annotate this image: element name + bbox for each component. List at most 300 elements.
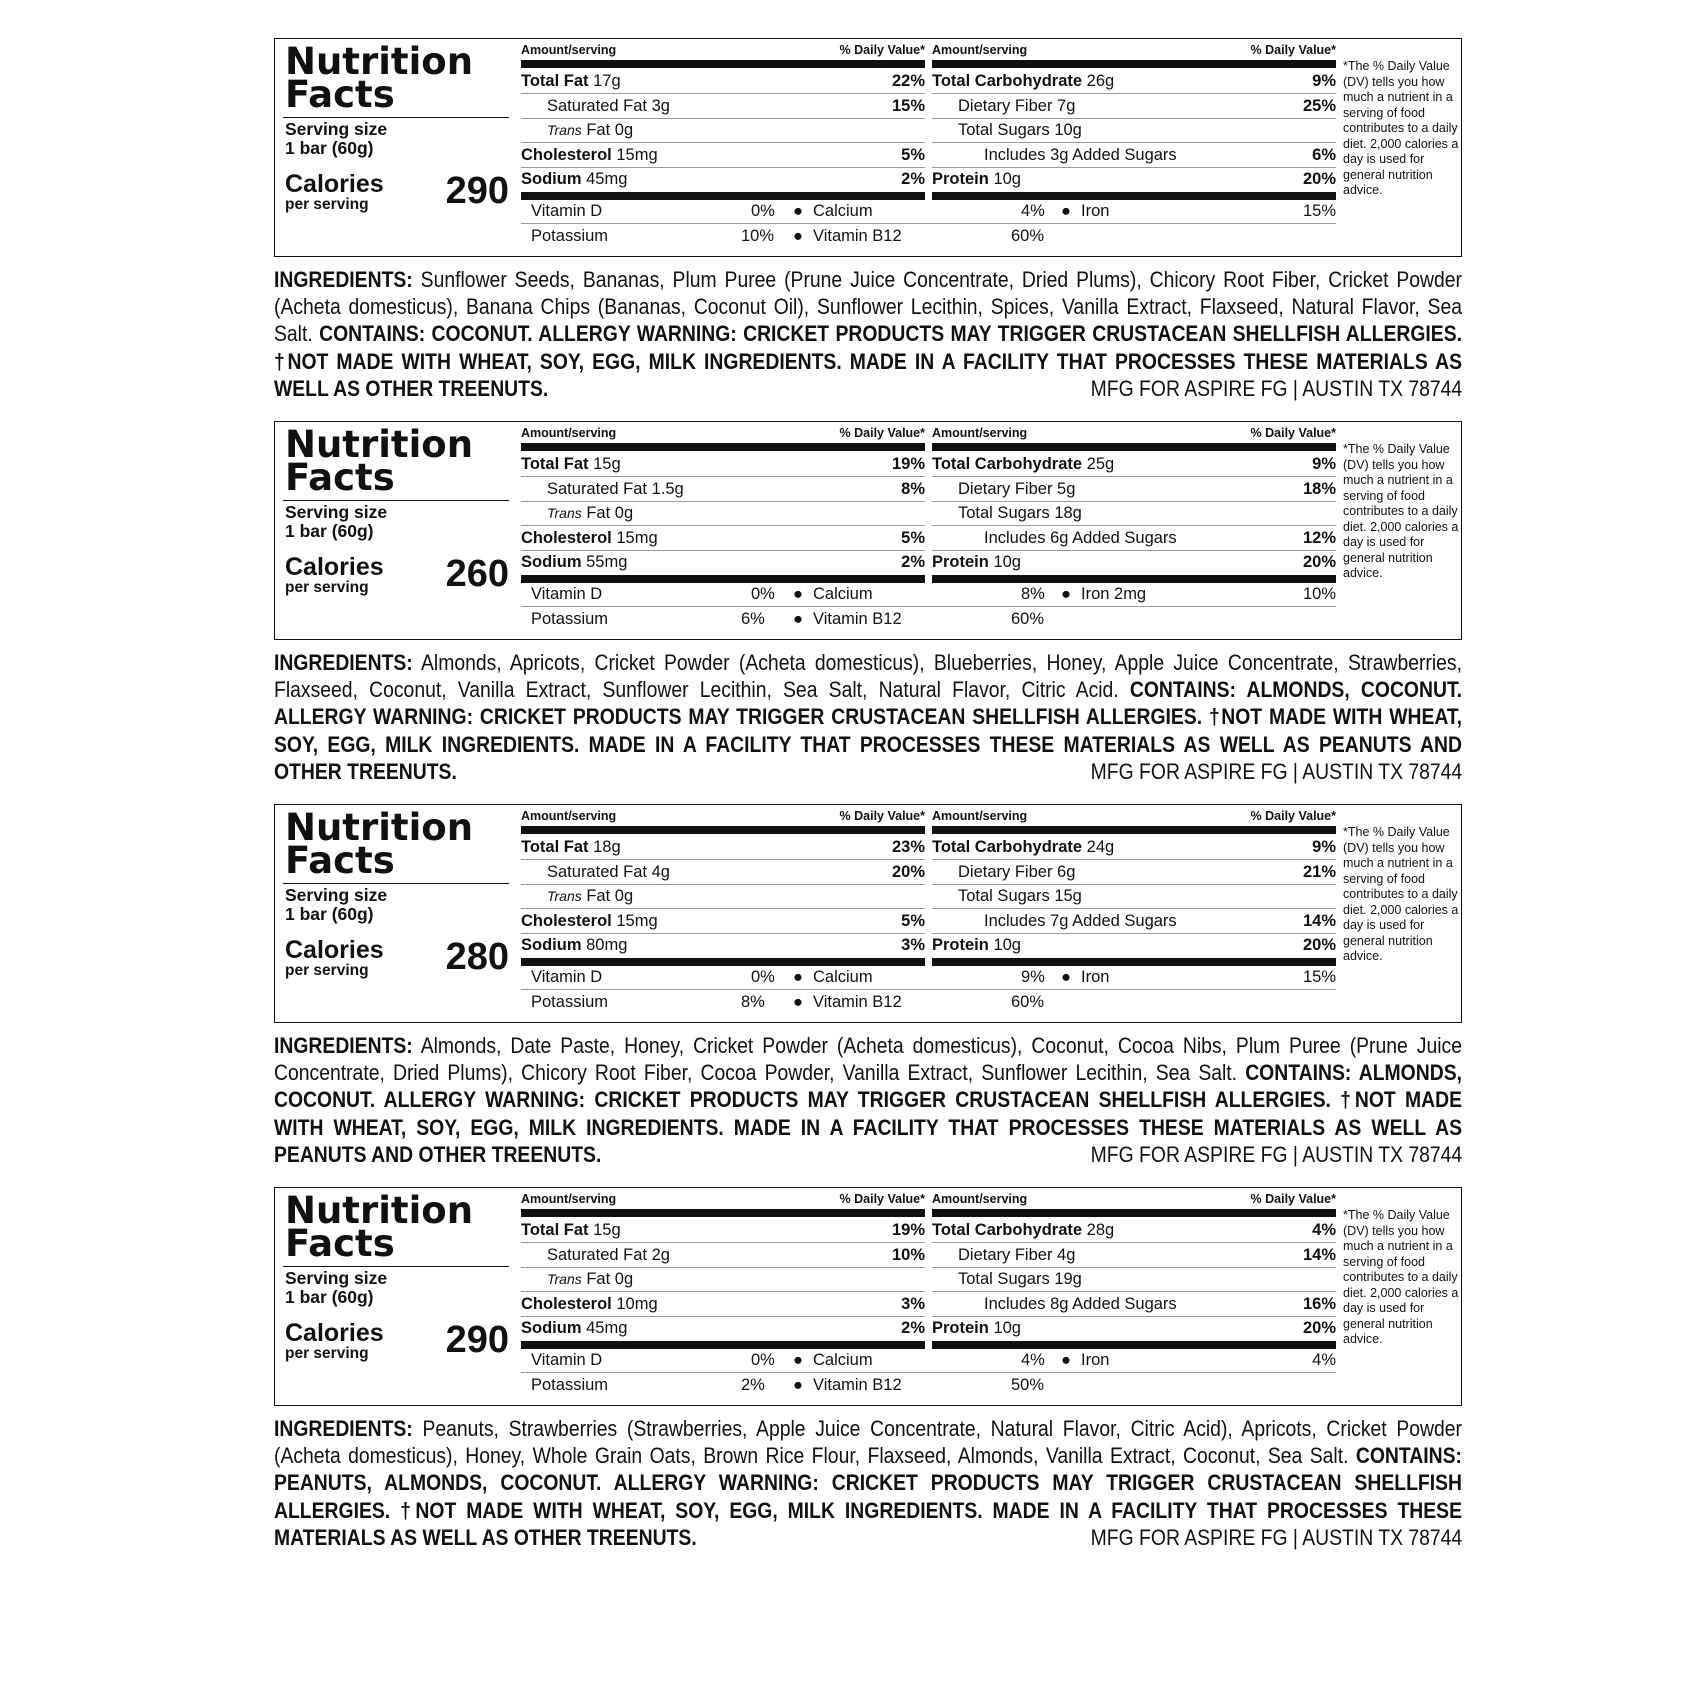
serving-size-value: 1 bar (60g) xyxy=(285,138,374,158)
nutrient-row xyxy=(932,143,1336,168)
nutrient-amount: 4g xyxy=(651,862,670,881)
nutrient-percent: 19% xyxy=(891,455,925,473)
nutrient-row xyxy=(521,452,925,477)
nutrient-percent: 23% xyxy=(891,838,925,856)
bullet-icon: ● xyxy=(793,202,803,220)
nutrient-name: Sodium xyxy=(521,936,582,955)
nutrient-label xyxy=(932,838,1114,857)
nutrient-name: Protein xyxy=(932,553,989,572)
nutrient-label xyxy=(547,1246,670,1265)
daily-value-header: % Daily Value* xyxy=(1250,426,1336,440)
column-header xyxy=(521,43,925,57)
nutrient-amount: 15g xyxy=(1054,887,1082,906)
nutrient-row xyxy=(932,1292,1336,1317)
nutrient-name: Includes xyxy=(984,145,1046,164)
nutrient-name: Total Carbohydrate xyxy=(932,72,1083,90)
serving-size-value: 1 bar (60g) xyxy=(285,521,374,541)
vitamin-b12-label: Vitamin B12 xyxy=(813,1376,902,1394)
nutrient-amount: 15mg xyxy=(616,911,658,930)
nutrient-amount: 18g xyxy=(593,838,621,856)
nutrient-percent: 16% xyxy=(1302,1294,1336,1313)
daily-value-header: % Daily Value* xyxy=(839,809,925,823)
vitamin-b12-label: Vitamin B12 xyxy=(813,610,902,628)
nutrient-amount: Fat 0g xyxy=(586,887,634,906)
nutrient-label xyxy=(958,1270,1082,1289)
nutrient-name: Protein xyxy=(932,936,989,955)
nutrient-percent: 2% xyxy=(901,1319,925,1338)
nutrient-name: Trans xyxy=(547,122,582,139)
nutrient-label xyxy=(958,480,1075,499)
nutrient-percent: 5% xyxy=(901,528,925,547)
ingredients-list: Sunflower Seeds, Bananas, Plum Puree (Prune Juice Concentrate, Dried Plums), Chicory Root Fiber, Cricket Powder (Acheta domesticus), Banana Chips (Bananas, Coconut Oil), Sunflower Lecithin, Spices, Vanilla Extract, Flaxseed, Natural Flavor, Sea Salt. xyxy=(274,267,1462,347)
nutrient-amount: 5g xyxy=(1057,479,1076,498)
per-serving-label: per serving xyxy=(285,579,369,596)
nutrient-amount: 6g xyxy=(1057,862,1076,881)
nutrient-label xyxy=(958,504,1082,523)
vitamins-section xyxy=(521,1348,1336,1404)
nutrient-amount: 15mg xyxy=(616,528,658,547)
vitamin-row xyxy=(521,199,1336,224)
ingredients-heading: INGREDIENTS: xyxy=(274,267,413,292)
nutrient-amount: Fat 0g xyxy=(586,504,634,523)
nutrient-label xyxy=(547,504,633,523)
nutrient-percent: 20% xyxy=(891,862,925,881)
ingredients-heading: INGREDIENTS: xyxy=(274,1416,413,1441)
nutrient-row xyxy=(521,69,925,94)
header-rule xyxy=(932,1209,1336,1217)
nutrient-name: Cholesterol xyxy=(521,145,612,164)
nutrition-facts-header xyxy=(283,1189,509,1402)
nutrient-label xyxy=(932,553,1021,572)
nutrient-name: Sodium xyxy=(521,1319,582,1338)
nutrient-row xyxy=(932,452,1336,477)
nutrient-amount: 10g xyxy=(993,553,1021,572)
nutrient-label xyxy=(932,1221,1114,1240)
nutrient-name: Protein xyxy=(932,170,989,189)
nutrient-percent: 22% xyxy=(891,72,925,90)
nutrient-amount: 28g xyxy=(1086,1221,1115,1239)
nutrient-row xyxy=(521,1218,925,1243)
column-header xyxy=(932,1192,1336,1206)
nutrient-name: Sodium xyxy=(521,170,582,189)
nutrient-row xyxy=(521,933,925,957)
header-rule xyxy=(521,443,925,451)
potassium-label: Potassium xyxy=(531,1376,609,1394)
nutrient-name: Includes xyxy=(984,528,1046,547)
nutrient-name: Total Fat xyxy=(521,1221,589,1239)
nutrient-row xyxy=(932,526,1336,551)
nutrient-amount: 15mg xyxy=(616,145,658,164)
nutrient-percent: 15% xyxy=(891,96,925,115)
nutrition-label xyxy=(274,804,1462,1174)
nutrient-label xyxy=(958,887,1082,906)
nutrient-label xyxy=(521,455,621,474)
calories-value: 290 xyxy=(445,1319,509,1361)
nutrient-label xyxy=(932,170,1021,189)
nutrient-row xyxy=(932,1218,1336,1243)
nutrient-name: Sodium xyxy=(521,553,582,572)
nutrient-name: Total Sugars xyxy=(958,1270,1050,1289)
bullet-icon: ● xyxy=(793,585,803,603)
potassium-percent: 6% xyxy=(741,610,765,628)
bullet-icon: ● xyxy=(793,610,803,628)
nutrient-label xyxy=(932,455,1114,474)
nutrient-name: Saturated Fat xyxy=(547,862,647,881)
bullet-icon: ● xyxy=(793,1351,803,1369)
title-rule xyxy=(283,1266,509,1267)
calories-label: Calories xyxy=(285,170,384,198)
nutrient-percent: 20% xyxy=(1302,553,1336,572)
allergen-statement: CONTAINS: PEANUTS, ALMONDS, COCONUT. ALLERGY WARNING: CRICKET PRODUCTS MAY TRIGGER CRUSTACEAN SHELLFISH ALLERGIES. †NOT MADE WITH WHEAT, SOY, EGG, MILK INGREDIENTS. MADE IN A FACILITY THAT PROCESSES THESE MATERIALS AS WELL AS OTHER TREENUTS. xyxy=(274,1443,1462,1550)
per-serving-label: per serving xyxy=(285,1345,369,1362)
nutrient-amount: 45mg xyxy=(586,170,628,189)
nutrient-amount: 15g xyxy=(593,455,621,473)
nutrient-percent: 19% xyxy=(891,1221,925,1239)
nutrient-percent: 25% xyxy=(1302,96,1336,115)
daily-value-header: % Daily Value* xyxy=(839,1192,925,1206)
amount-serving-header: Amount/serving xyxy=(932,426,1028,440)
header-rule xyxy=(521,826,925,834)
nutrient-label xyxy=(958,863,1075,882)
calcium-label: Calcium xyxy=(813,585,873,603)
bullet-icon: ● xyxy=(793,968,803,986)
nutrient-percent: 9% xyxy=(1312,72,1336,90)
manufacturer-line: MFG FOR ASPIRE FG | AUSTIN TX 78744 xyxy=(1090,759,1462,784)
nutrition-facts-title: Nutrition Facts xyxy=(285,40,474,116)
nutrient-amount: 3g Added Sugars xyxy=(1050,145,1177,164)
allergen-statement: CONTAINS: COCONUT. ALLERGY WARNING: CRICKET PRODUCTS MAY TRIGGER CRUSTACEAN SHELLFISH ALLERGIES. †NOT MADE WITH WHEAT, SOY, EGG, MILK INGREDIENTS. MADE IN A FACILITY THAT PROCESSES THESE MATERIALS AS WELL AS OTHER TREENUTS. xyxy=(274,321,1462,401)
allergen-statement: CONTAINS: ALMONDS, COCONUT. ALLERGY WARNING: CRICKET PRODUCTS MAY TRIGGER CRUSTACEAN SHELLFISH ALLERGIES. †NOT MADE WITH WHEAT, SOY, EGG, MILK INGREDIENTS. MADE IN A FACILITY THAT PROCESSES THESE MATERIALS AS WELL AS PEANUTS AND OTHER TREENUTS. xyxy=(274,1060,1462,1167)
manufacturer-line: MFG FOR ASPIRE FG | AUSTIN TX 78744 xyxy=(1090,1525,1462,1550)
serving-size-value: 1 bar (60g) xyxy=(285,1287,374,1307)
nutrient-percent: 4% xyxy=(1312,1221,1336,1239)
vitamins-section xyxy=(521,965,1336,1021)
header-rule xyxy=(932,443,1336,451)
nutrient-row xyxy=(521,550,925,574)
nutrient-percent: 21% xyxy=(1302,862,1336,881)
nutrient-row xyxy=(932,1267,1336,1292)
calcium-label: Calcium xyxy=(813,1351,873,1369)
nutrient-label xyxy=(547,480,684,499)
nutrient-name: Total Fat xyxy=(521,72,589,90)
nutrient-label xyxy=(958,121,1082,140)
nutrient-amount: 15g xyxy=(593,1221,621,1239)
iron-label: Iron 2mg xyxy=(1081,585,1147,603)
nutrition-facts-panel xyxy=(274,1187,1462,1406)
calories-label: Calories xyxy=(285,553,384,581)
vitamins-section xyxy=(521,582,1336,638)
nutrient-row xyxy=(521,143,925,168)
nutrient-amount: 1.5g xyxy=(651,479,684,498)
vitamin-d-percent: 0% xyxy=(751,1351,775,1369)
nutrient-row xyxy=(932,94,1336,119)
nutrient-name: Saturated Fat xyxy=(547,96,647,115)
calories-value: 260 xyxy=(445,553,509,595)
vitamins-section xyxy=(521,199,1336,255)
vitamin-d-percent: 0% xyxy=(751,202,775,220)
vitamin-b12-percent: 60% xyxy=(1011,610,1045,628)
nutrient-amount: 2g xyxy=(651,1245,670,1264)
daily-value-footnote: *The % Daily Value (DV) tells you how much a nutrient in a serving of food contributes to a daily diet. 2,000 calories a day is used for general nutrition advice. xyxy=(1343,825,1459,963)
serving-size-label: Serving size xyxy=(285,1268,388,1288)
vitamin-d-label: Vitamin D xyxy=(531,968,603,986)
nutrient-name: Includes xyxy=(984,1294,1046,1313)
vitamin-row xyxy=(521,582,1336,607)
nutrient-amount: 45mg xyxy=(586,1319,628,1338)
nutrient-name: Dietary Fiber xyxy=(958,96,1053,115)
nutrition-facts-title: Nutrition Facts xyxy=(285,423,474,499)
nutrient-name: Total Sugars xyxy=(958,504,1050,523)
ingredients-heading: INGREDIENTS: xyxy=(274,650,413,675)
nutrient-label xyxy=(932,72,1114,91)
nutrient-label xyxy=(521,529,658,548)
nutrient-label xyxy=(958,97,1075,116)
nutrient-amount: Fat 0g xyxy=(586,121,634,140)
bullet-icon: ● xyxy=(793,993,803,1011)
nutrient-label xyxy=(521,553,627,572)
nutrient-percent: 3% xyxy=(901,936,925,955)
column-header xyxy=(521,809,925,823)
nutrient-row xyxy=(932,909,1336,934)
iron-label: Iron xyxy=(1081,968,1110,986)
nutrient-percent: 2% xyxy=(901,553,925,572)
calcium-percent: 4% xyxy=(1021,202,1045,220)
vitamin-row xyxy=(521,224,1336,248)
nutrition-facts-title: Nutrition Facts xyxy=(285,1189,474,1265)
calories-value: 290 xyxy=(445,170,509,212)
nutrient-label xyxy=(984,146,1177,165)
nutrient-label xyxy=(521,170,627,189)
nutrient-name: Total Carbohydrate xyxy=(932,455,1083,473)
column-header xyxy=(932,426,1336,440)
nutrient-name: Total Carbohydrate xyxy=(932,838,1083,856)
nutrient-row xyxy=(521,909,925,934)
nutrient-label xyxy=(984,1295,1177,1314)
serving-size xyxy=(285,120,387,158)
bullet-icon: ● xyxy=(1061,1351,1071,1369)
nutrient-amount: Fat 0g xyxy=(586,1270,634,1289)
serving-size xyxy=(285,503,387,541)
potassium-percent: 8% xyxy=(741,993,765,1011)
nutrition-facts-panel xyxy=(274,804,1462,1023)
nutrient-amount: 7g Added Sugars xyxy=(1050,911,1177,930)
iron-label: Iron xyxy=(1081,202,1110,220)
vitamin-b12-label: Vitamin B12 xyxy=(813,227,902,245)
nutrient-label xyxy=(521,838,621,857)
title-rule xyxy=(283,500,509,501)
daily-value-header: % Daily Value* xyxy=(1250,43,1336,57)
nutrient-name: Total Sugars xyxy=(958,887,1050,906)
header-rule xyxy=(932,826,1336,834)
nutrient-label xyxy=(521,912,658,931)
nutrient-label xyxy=(547,887,633,906)
iron-label: Iron xyxy=(1081,1351,1110,1369)
amount-serving-header: Amount/serving xyxy=(521,43,617,57)
nutrient-row xyxy=(932,835,1336,860)
nutrient-amount: 7g xyxy=(1057,96,1076,115)
nutrient-percent: 14% xyxy=(1302,1245,1336,1264)
column-header xyxy=(521,426,925,440)
potassium-label: Potassium xyxy=(531,993,609,1011)
nutrient-amount: 10g xyxy=(993,1319,1021,1338)
nutrient-name: Protein xyxy=(932,1319,989,1338)
nutrient-amount: 10g xyxy=(1054,121,1082,140)
nutrient-row xyxy=(932,933,1336,957)
nutrient-percent: 20% xyxy=(1302,936,1336,955)
amount-serving-header: Amount/serving xyxy=(932,1192,1028,1206)
nutrient-row xyxy=(932,1243,1336,1268)
daily-value-footnote: *The % Daily Value (DV) tells you how much a nutrient in a serving of food contributes to a daily diet. 2,000 calories a day is used for general nutrition advice. xyxy=(1343,1208,1459,1346)
per-serving-label: per serving xyxy=(285,196,369,213)
nutrient-row xyxy=(521,94,925,119)
nutrient-amount: 55mg xyxy=(586,553,628,572)
nutrient-percent: 9% xyxy=(1312,455,1336,473)
nutrient-name: Total Fat xyxy=(521,455,589,473)
daily-value-footnote: *The % Daily Value (DV) tells you how much a nutrient in a serving of food contributes to a daily diet. 2,000 calories a day is used for general nutrition advice. xyxy=(1343,59,1459,197)
nutrient-row xyxy=(521,118,925,143)
nutrient-amount: 17g xyxy=(593,72,621,90)
title-rule xyxy=(283,883,509,884)
allergen-statement: CONTAINS: ALMONDS, COCONUT. ALLERGY WARNING: CRICKET PRODUCTS MAY TRIGGER CRUSTACEAN SHELLFISH ALLERGIES. †NOT MADE WITH WHEAT, SOY, EGG, MILK INGREDIENTS. MADE IN A FACILITY THAT PROCESSES THESE MATERIALS AS WELL AS PEANUTS AND OTHER TREENUTS. xyxy=(274,677,1463,784)
calcium-percent: 4% xyxy=(1021,1351,1045,1369)
nutrient-row xyxy=(521,1292,925,1317)
amount-serving-header: Amount/serving xyxy=(521,809,617,823)
nutrient-name: Cholesterol xyxy=(521,1294,612,1313)
daily-value-footnote: *The % Daily Value (DV) tells you how much a nutrient in a serving of food contributes to a daily diet. 2,000 calories a day is used for general nutrition advice. xyxy=(1343,442,1459,580)
calcium-percent: 8% xyxy=(1021,585,1045,603)
column-header xyxy=(932,43,1336,57)
serving-size-label: Serving size xyxy=(285,885,388,905)
ingredients-list: Almonds, Date Paste, Honey, Cricket Powder (Acheta domesticus), Coconut, Cocoa Nibs, Plum Puree (Prune Juice Concentrate, Dried Plums), Chicory Root Fiber, Cocoa Powder, Vanilla Extract, Sunflower Lecithin, Sea Salt. xyxy=(274,1033,1462,1086)
nutrient-amount: 24g xyxy=(1086,838,1115,856)
nutrition-facts-header xyxy=(283,40,509,253)
nutrient-amount: 80mg xyxy=(586,936,628,955)
nutrient-row xyxy=(932,550,1336,574)
nutrient-row xyxy=(521,1243,925,1268)
amount-serving-header: Amount/serving xyxy=(932,809,1028,823)
calories-value: 280 xyxy=(445,936,509,978)
nutrient-row xyxy=(521,526,925,551)
daily-value-header: % Daily Value* xyxy=(1250,809,1336,823)
vitamin-row xyxy=(521,607,1336,631)
nutrient-label xyxy=(521,146,658,165)
nutrient-amount: 19g xyxy=(1054,1270,1082,1289)
nutrient-amount: 10g xyxy=(993,170,1021,189)
nutrient-row xyxy=(932,69,1336,94)
iron-percent: 10% xyxy=(1302,585,1336,603)
amount-serving-header: Amount/serving xyxy=(521,1192,617,1206)
nutrient-percent: 10% xyxy=(891,1245,925,1264)
vitamin-b12-label: Vitamin B12 xyxy=(813,993,902,1011)
nutrient-percent: 12% xyxy=(1302,528,1336,547)
nutrient-amount: 8g Added Sugars xyxy=(1050,1294,1177,1313)
serving-size xyxy=(285,886,387,924)
vitamin-d-label: Vitamin D xyxy=(531,202,603,220)
column-header xyxy=(521,1192,925,1206)
potassium-percent: 10% xyxy=(741,227,775,245)
nutrient-label xyxy=(932,1319,1021,1338)
nutrient-label xyxy=(547,121,633,140)
nutrition-facts-header xyxy=(283,423,509,636)
amount-serving-header: Amount/serving xyxy=(932,43,1028,57)
calories-label: Calories xyxy=(285,1319,384,1347)
ingredients-list: Almonds, Apricots, Cricket Powder (Acheta domesticus), Blueberries, Honey, Apple Juice Concentrate, Strawberries, Flaxseed, Coconut, Vanilla Extract, Sunflower Lecithin, Sea Salt, Natural Flavor, Citric Acid. xyxy=(274,650,1462,703)
iron-percent: 15% xyxy=(1302,968,1336,986)
nutrition-facts-panel xyxy=(274,421,1462,640)
nutrient-amount: 25g xyxy=(1086,455,1115,473)
nutrition-label xyxy=(274,1187,1462,1557)
header-rule xyxy=(521,1209,925,1217)
header-rule xyxy=(932,60,1336,68)
nutrient-name: Cholesterol xyxy=(521,528,612,547)
nutrient-name: Includes xyxy=(984,911,1046,930)
vitamin-row xyxy=(521,965,1336,990)
bullet-icon: ● xyxy=(1061,968,1071,986)
vitamin-row xyxy=(521,990,1336,1014)
nutrient-name: Trans xyxy=(547,505,582,522)
manufacturer-line: MFG FOR ASPIRE FG | AUSTIN TX 78744 xyxy=(1090,376,1462,401)
nutrient-name: Saturated Fat xyxy=(547,1245,647,1264)
potassium-label: Potassium xyxy=(531,227,609,245)
daily-value-header: % Daily Value* xyxy=(839,426,925,440)
nutrient-name: Dietary Fiber xyxy=(958,862,1053,881)
nutrient-row xyxy=(932,860,1336,885)
vitamin-d-percent: 0% xyxy=(751,968,775,986)
column-header xyxy=(932,809,1336,823)
bullet-icon: ● xyxy=(793,1376,803,1394)
nutrient-name: Saturated Fat xyxy=(547,479,647,498)
nutrient-row xyxy=(521,167,925,191)
nutrition-label xyxy=(274,38,1462,408)
nutrient-amount: 6g Added Sugars xyxy=(1050,528,1177,547)
per-serving-label: per serving xyxy=(285,962,369,979)
vitamin-d-label: Vitamin D xyxy=(531,585,603,603)
nutrient-label xyxy=(547,97,670,116)
nutrient-percent: 20% xyxy=(1302,170,1336,189)
daily-value-header: % Daily Value* xyxy=(1250,1192,1336,1206)
nutrient-label xyxy=(521,1221,621,1240)
serving-size-label: Serving size xyxy=(285,502,388,522)
nutrient-name: Cholesterol xyxy=(521,911,612,930)
nutrient-row xyxy=(932,118,1336,143)
title-rule xyxy=(283,117,509,118)
nutrient-percent: 14% xyxy=(1302,911,1336,930)
vitamin-d-label: Vitamin D xyxy=(531,1351,603,1369)
nutrient-percent: 8% xyxy=(901,479,925,498)
ingredients-heading: INGREDIENTS: xyxy=(274,1033,413,1058)
nutrient-row xyxy=(521,1316,925,1340)
nutrient-label xyxy=(547,863,670,882)
serving-size-label: Serving size xyxy=(285,119,388,139)
nutrient-row xyxy=(521,835,925,860)
nutrient-percent: 2% xyxy=(901,170,925,189)
bullet-icon: ● xyxy=(1061,585,1071,603)
nutrient-name: Trans xyxy=(547,1271,582,1288)
bullet-icon: ● xyxy=(1061,202,1071,220)
nutrient-row xyxy=(932,477,1336,502)
nutrient-label xyxy=(984,529,1177,548)
header-rule xyxy=(521,60,925,68)
nutrient-percent: 18% xyxy=(1302,479,1336,498)
bullet-icon: ● xyxy=(793,227,803,245)
nutrient-label xyxy=(984,912,1177,931)
nutrient-label xyxy=(521,1319,627,1338)
nutrient-row xyxy=(932,501,1336,526)
vitamin-row xyxy=(521,1348,1336,1373)
nutrient-label xyxy=(521,1295,658,1314)
nutrient-percent: 20% xyxy=(1302,1319,1336,1338)
nutrient-name: Total Carbohydrate xyxy=(932,1221,1083,1239)
